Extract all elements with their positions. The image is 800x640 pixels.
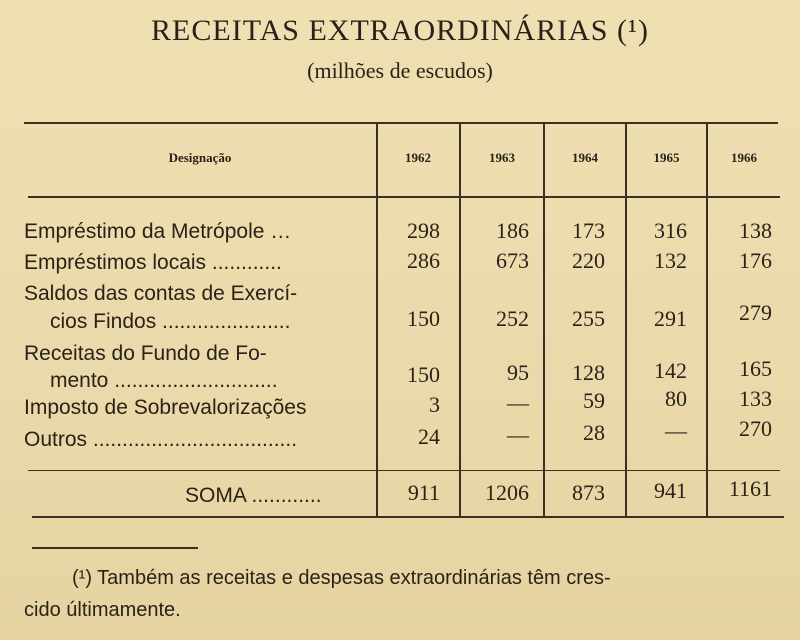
- table-cell: 270: [739, 416, 772, 441]
- table-cell: 150: [407, 306, 440, 331]
- table-cell: 255: [572, 306, 605, 331]
- total-top-rule: [28, 470, 780, 471]
- table-cell: 95: [507, 360, 529, 385]
- footnote-rule: [32, 547, 198, 549]
- table-cell: 286: [407, 248, 440, 273]
- footnote: [24, 562, 784, 626]
- table-cell: 24: [418, 424, 440, 449]
- row-label: Empréstimos locais ............: [24, 251, 282, 274]
- header-year: 1964: [572, 150, 598, 165]
- row-label: Imposto de Sobrevalorizações: [24, 396, 307, 419]
- table-cell: 80: [665, 386, 687, 411]
- row-label: Saldos das contas de Exercí-: [24, 282, 298, 305]
- row-label: Empréstimo da Metrópole …: [24, 220, 292, 243]
- row-label-continuation: mento ............................: [50, 369, 278, 392]
- page-subtitle: (milhões de escudos): [307, 58, 493, 83]
- header-bottom-rule: [28, 196, 780, 198]
- header-year: 1965: [653, 150, 680, 165]
- table-cell: 128: [572, 360, 605, 385]
- footnote-line-2: cido últimamente.: [24, 599, 181, 621]
- header-year: 1963: [489, 150, 515, 165]
- table-cell: 673: [496, 248, 529, 273]
- table-cell: 59: [583, 388, 605, 413]
- table-cell: —: [507, 390, 529, 415]
- footnote-line-1: (¹) Também as receitas e despesas extraordinárias têm cres-: [72, 567, 611, 589]
- table-cell: 165: [739, 356, 772, 381]
- table-cell: 3: [429, 392, 440, 417]
- table-cell: 133: [739, 386, 772, 411]
- total-label: SOMA ............: [185, 484, 322, 507]
- table-cell: 138: [739, 218, 772, 243]
- page-title: RECEITAS EXTRAORDINÁRIAS (¹): [151, 14, 649, 47]
- header-year: 1962: [405, 150, 431, 165]
- total-cell: 911: [407, 480, 440, 505]
- table-cell: 316: [654, 218, 687, 243]
- table-top-rule: [24, 122, 778, 124]
- total-cell: 1161: [728, 476, 772, 501]
- row-label: Outros ...................................: [24, 428, 298, 451]
- table-cell: 142: [654, 358, 687, 383]
- table-cell: 173: [572, 218, 605, 243]
- row-label-continuation: cios Findos ......................: [50, 310, 291, 333]
- table-cell: 220: [572, 248, 605, 273]
- table-cell: 150: [407, 362, 440, 387]
- total-cell: 873: [572, 480, 605, 505]
- table-cell: 291: [654, 306, 687, 331]
- row-label: Receitas do Fundo de Fo-: [24, 342, 267, 365]
- table-cell: 176: [739, 248, 772, 273]
- table-cell: 132: [654, 248, 687, 273]
- table-cell: 28: [583, 420, 605, 445]
- table-cell: 279: [739, 300, 772, 325]
- table-cell: —: [507, 422, 529, 447]
- header-year: 1966: [731, 150, 757, 165]
- table-cell: 252: [496, 306, 529, 331]
- table-bottom-rule: [32, 516, 784, 518]
- total-cell: 1206: [485, 480, 529, 505]
- header-designacao: Designação: [168, 150, 232, 165]
- table-cell: 298: [407, 218, 440, 243]
- table-cell: —: [665, 418, 687, 443]
- table-cell: 186: [496, 218, 529, 243]
- total-cell: 941: [654, 478, 687, 503]
